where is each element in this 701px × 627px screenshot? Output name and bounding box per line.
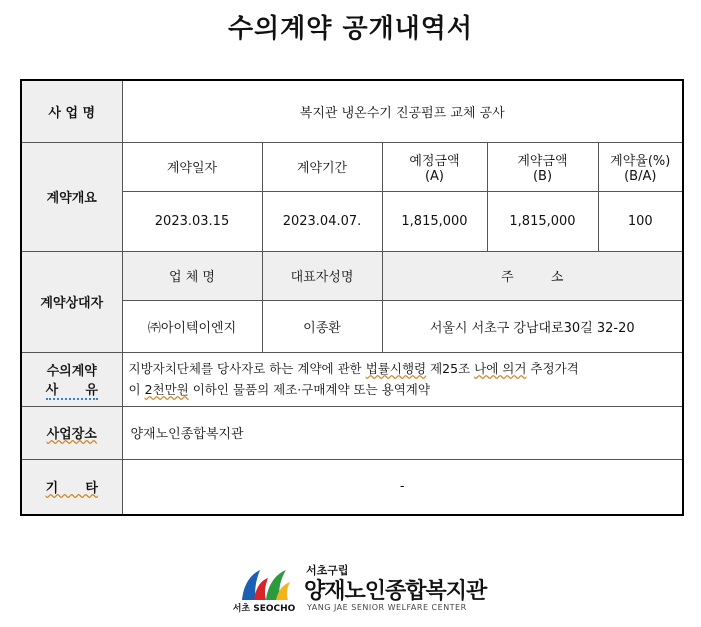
contract-disclosure-table xyxy=(20,79,684,516)
party-label: 계약상대자 xyxy=(21,251,122,352)
estimate-header-sub: (A) xyxy=(424,168,445,184)
etc-label xyxy=(21,459,122,515)
reason-text-3: 제25조 xyxy=(426,361,475,376)
reason-text-2: 법률시행령 xyxy=(365,361,427,376)
contract-date-header: 계약일자 xyxy=(122,142,262,191)
emblem-text: 서초 SEOCHO xyxy=(232,604,296,614)
estimate-header-label: 예정금액 xyxy=(409,153,460,169)
ceo-value: 이종환 xyxy=(262,300,382,352)
logo-name: 양재노인종합복지관 xyxy=(304,579,487,604)
amount-value: 1,815,000 xyxy=(487,191,598,251)
amount-header-sub: (B) xyxy=(532,168,553,184)
reason-text-4: 나에 의거 xyxy=(474,361,527,376)
overview-header-row xyxy=(21,142,683,191)
contract-period-header: 계약기간 xyxy=(262,142,382,191)
rate-header-sub: (B/A) xyxy=(624,168,657,184)
reason-text-8: 이하인 물품의 제조·구매계약 또는 용역계약 xyxy=(188,382,430,397)
reason-text-1: 지방자치단체를 당사자로 하는 계약에 관한 xyxy=(128,361,366,376)
rate-header-label: 계약율(%) xyxy=(610,153,671,169)
overview-label: 계약개요 xyxy=(21,142,122,251)
amount-header xyxy=(487,142,598,191)
etc-row xyxy=(21,459,683,515)
reason-text-5: 추정가격 xyxy=(526,361,579,376)
company-header: 업 체 명 xyxy=(122,251,262,300)
estimate-header xyxy=(382,142,487,191)
place-value: 양재노인종합복지관 xyxy=(122,406,683,459)
reason-text-6: 이 xyxy=(128,382,145,397)
reason-label-line1: 수의계약 xyxy=(46,364,97,379)
place-label-text: 사업장소 xyxy=(46,427,97,442)
document-title: 수의계약 공개내역서 xyxy=(227,14,474,44)
reason-value xyxy=(122,352,683,406)
project-row xyxy=(21,80,683,142)
organization-logo xyxy=(230,560,490,614)
rate-value: 100 xyxy=(598,191,683,251)
reason-row xyxy=(21,352,683,406)
reason-label-line2 xyxy=(22,379,122,398)
place-label xyxy=(21,406,122,459)
reason-label xyxy=(21,352,122,406)
place-row xyxy=(21,406,683,459)
rate-header xyxy=(598,142,683,191)
contract-date-value: 2023.03.15 xyxy=(122,191,262,251)
amount-header-label: 계약금액 xyxy=(517,153,568,169)
ceo-header: 대표자성명 xyxy=(262,251,382,300)
reason-text-7: 2천만원 xyxy=(144,382,189,397)
logo-english: YANG JAE SENIOR WELFARE CENTER xyxy=(307,603,467,612)
etc-value: - xyxy=(122,459,683,515)
address-value: 서울시 서초구 강남대로30길 32-20 xyxy=(382,300,683,352)
project-value: 복지관 냉온수기 진공펌프 교체 공사 xyxy=(122,80,683,142)
etc-label-text: 기 타 xyxy=(45,481,98,497)
contract-period-value: 2023.04.07. xyxy=(262,191,382,251)
estimate-value: 1,815,000 xyxy=(382,191,487,251)
party-header-row xyxy=(21,251,683,300)
project-label: 사 업 명 xyxy=(21,80,122,142)
address-header: 주 소 xyxy=(382,251,683,300)
logo-region: 서초구립 xyxy=(306,564,349,577)
company-value: ㈜아이텍이엔지 xyxy=(122,300,262,352)
reason-label-text: 사 유 xyxy=(45,383,98,398)
